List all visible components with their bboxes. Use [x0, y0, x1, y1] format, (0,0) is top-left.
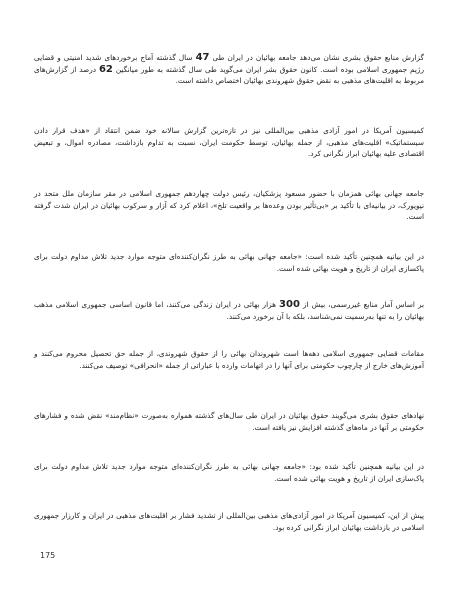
paragraph-1-text-a: گزارش منابع حقوق بشری نشان می‌دهد جامعه بهائیان در ایران طی [209, 53, 425, 62]
paragraph-4: در این بیانیه همچنین تأکید شده است: «جامعه جهانی بهائی به طرز نگران‌کننده‌ای متوجه موارد جدید تلاش مداوم دولت برای پاکسازی ایران از تاریخ و هویت بهائی شده است. [34, 252, 424, 273]
paragraph-5 [34, 299, 424, 322]
page-number: 175 [40, 551, 56, 560]
paragraph-6: مقامات قضایی جمهوری اسلامی دهه‌ها است شهروندان بهائی را از حقوق شهروندی، از جمله حق تحصیل محروم می‌کنند و آموزش‌های خارج از چارچوب حکومتی برای آنها را در اتهامات وارده با عباراتی از جمله «انحرافی» توصیف می‌کنند. [34, 349, 424, 370]
paragraph-5-text-a: بر اساس آمار منابع غیررسمی، بیش از [299, 300, 425, 309]
paragraph-1-number-47: 47 [195, 52, 210, 63]
paragraph-3: جامعه جهانی بهائی همزمان با حضور مسعود پزشکیان، رئیس دولت چهاردهم جمهوری اسلامی در مقر سازمان ملل متحد در نیویورک، در بیانیه‌ای با تأکید بر «بی‌تأثیر بودن وعده‌ها بر واقعیت تلخ»، اعلام کرد که آزار و سرکوب بهائیان در ایران شدت گرفته است. [34, 189, 424, 222]
paragraph-1 [34, 52, 424, 87]
paragraph-8: در این بیانیه همچنین تأکید شده بود: «جامعه جهانی بهائی به طرز نگران‌کننده‌ای متوجه موارد جدید تلاش مداوم دولت برای پاک‌سازی ایران از تاریخ و هویت بهائی شده است. [34, 462, 424, 483]
paragraph-5-text-b: هزار بهائی در ایران زندگی می‌کنند، اما قانون اساسی جمهوری اسلامی مذهب بهائیان را به تنها به‌رسمیت نمی‌شناسد، بلکه با آن برخورد می‌کنند. [34, 300, 424, 321]
paragraph-1-text-c: درصد از گزارش‌های مربوط به اقلیت‌های مذهبی به نقض حقوق شهروندی بهائیان اختصاص داشته است. [34, 64, 424, 86]
paragraph-2: کمیسیون آمریکا در امور آزادی مذهبی بین‌المللی نیز در تازه‌ترین گزارش سالانه خود ضمن انتقاد از «هدف قرار دادن سیستماتیک» اقلیت‌های مذهبی، از جمله بهائیان، توسط حکومت ایران، نسبت به تداوم بازداشت، مصادره اموال، و تبعیض اقتصادی علیه بهائیان ابراز نگرانی کرد. [34, 126, 424, 159]
paragraph-9: پیش از این، کمیسیون آمریکا در امور آزادی‌های مذهبی بین‌المللی از تشدید فشار بر اقلیت‌های مذهبی در ایران و کارزار جمهوری اسلامی در بازداشت بهائیان ابراز نگرانی کرده بود. [34, 511, 424, 532]
paragraph-1-number-62: 62 [98, 63, 113, 75]
paragraph-1-text-b: سال گذشته آماج برخوردهای شدید امنیتی و قضایی رژیم جمهوری اسلامی بوده است. کانون حقوق بشر ایران می‌گوید طی سال گذشته به طور میانگین [34, 53, 424, 74]
paragraph-5-number-300: 300 [279, 299, 300, 310]
paragraph-7: نهادهای حقوق بشری می‌گویند حقوق بهائیان در ایران طی سال‌های گذشته همواره به‌صورت «نظام‌مند» نقض شده و فشارهای حکومتی بر آنها در ماه‌های گذشته افزایش نیز یافته است. [34, 411, 424, 432]
